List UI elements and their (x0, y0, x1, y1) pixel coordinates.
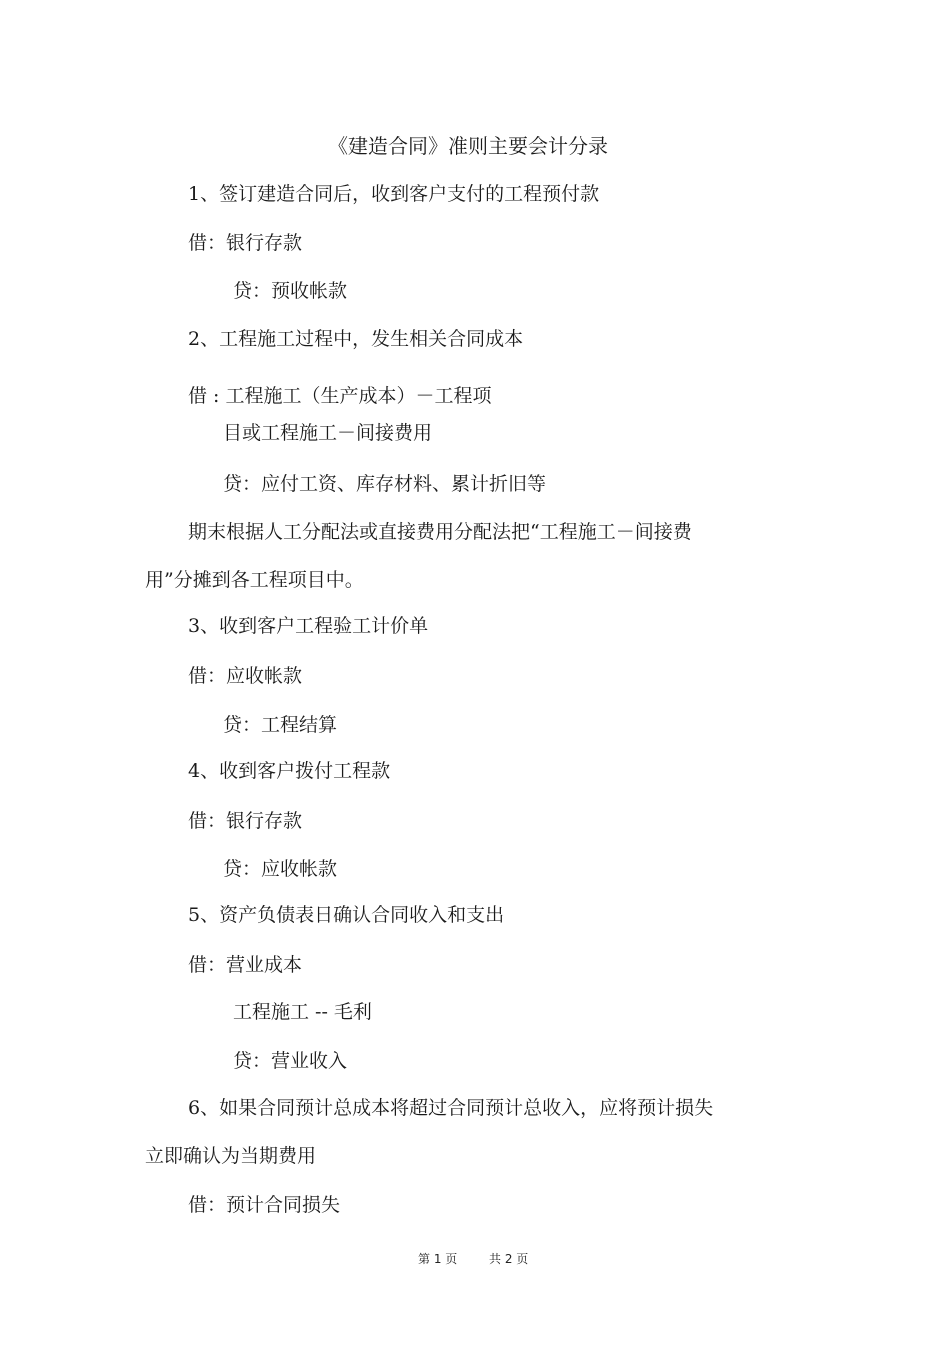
page-total: 共 2 页 (489, 1252, 529, 1266)
entry-4-debit: 借：银行存款 (188, 810, 303, 832)
entry-2-credit: 贷：应付工资、库存材料、累计折旧等 (223, 473, 547, 495)
entry-2-note: 期末根据人工分配法或直接费用分配法把“工程施工－间接费 (188, 521, 692, 543)
entry-6-debit: 借：预计合同损失 (188, 1194, 341, 1216)
entry-2-heading: 2、工程施工过程中，发生相关合同成本 (188, 328, 524, 350)
entry-3-debit: 借：应收帐款 (188, 665, 303, 687)
page-number: 第 1 页 (418, 1252, 458, 1266)
entry-6-heading: 6、如果合同预计总成本将超过合同预计总收入，应将预计损失 (188, 1097, 714, 1119)
entry-4-credit: 贷：应收帐款 (223, 858, 338, 880)
entry-1-debit: 借：银行存款 (188, 232, 303, 254)
entry-6-heading-continued: 立即确认为当期费用 (145, 1145, 317, 1167)
document-title: 《建造合同》准则主要会计分录 (328, 134, 608, 158)
entry-5-heading: 5、资产负债表日确认合同收入和支出 (188, 904, 505, 926)
entry-5-credit: 贷：营业收入 (233, 1050, 348, 1072)
entry-1-heading: 1、签订建造合同后，收到客户支付的工程预付款 (188, 183, 600, 205)
entry-2-debit-continued: 目或工程施工－间接费用 (223, 422, 433, 444)
entry-4-heading: 4、收到客户拨付工程款 (188, 760, 391, 782)
entry-2-note-continued: 用”分摊到各工程项目中。 (145, 569, 364, 591)
entry-2-debit: 借 : 工程施工（生产成本）－工程项 (188, 385, 492, 407)
entry-5-debit: 借：营业成本 (188, 954, 303, 976)
entry-5-debit-second: 工程施工 -- 毛利 (233, 1001, 372, 1023)
entry-3-credit: 贷：工程结算 (223, 714, 338, 736)
entry-1-credit: 贷：预收帐款 (233, 280, 348, 302)
entry-3-heading: 3、收到客户工程验工计价单 (188, 615, 429, 637)
